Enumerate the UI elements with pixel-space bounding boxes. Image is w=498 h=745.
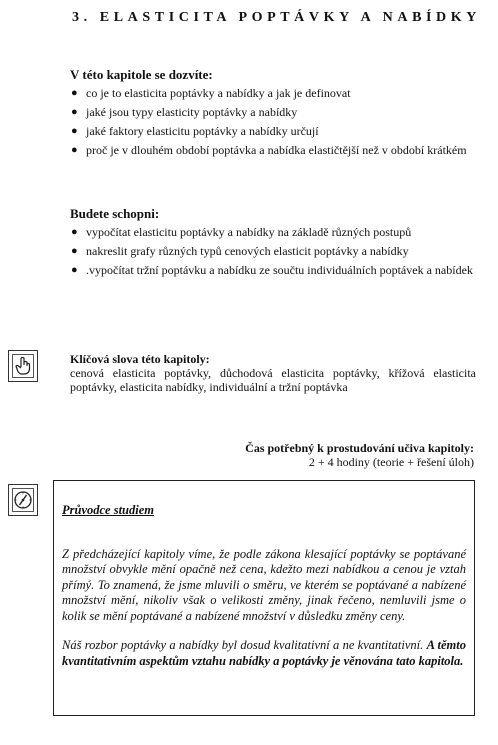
list-item: ● nakreslit grafy různých typů cenových elasticit poptávky a nabídky: [71, 244, 409, 258]
learn-heading: V této kapitole se dozvíte:: [70, 67, 213, 82]
list-item: ● vypočítat elasticitu poptávky a nabídky na základě různých postupů: [71, 225, 412, 239]
pointing-hand-icon: [8, 350, 38, 382]
bullet-icon: ●: [71, 226, 78, 238]
keywords-label: Klíčová slova této kapitoly:: [70, 352, 210, 366]
study-guide-box: [53, 480, 475, 716]
list-item: ● proč je v dlouhém období poptávka a nabídka elastičtější než v období krátkém: [71, 143, 467, 157]
study-guide-title: Průvodce studiem: [62, 503, 155, 517]
study-guide-paragraph: Z předcházející kapitoly víme, že podle zákona klesající poptávky se poptávané množství obvykle mění opačně než cena, kdežto mezi nabídkou a cenou je vztah přímý. To znamená, že jsme mluvili o směru, ve kterém se poptávané a nabízené množství mění, nikoliv však o velikosti změny, jinak řečeno, nemluvili jsme o kolik se mění poptávané a nabízené množství v důsledku změny ceny.: [62, 546, 466, 623]
list-item: ● jaké jsou typy elasticity poptávky a nabídky: [71, 105, 298, 119]
bullet-icon: ●: [71, 106, 78, 118]
study-guide-paragraph: Náš rozbor poptávky a nabídky byl dosud kvalitativní a ne kvantitativní. A těmto kvantitativním aspektům vztahu nabídky a poptávky je věnována tato kapitola.: [62, 638, 466, 668]
bullet-icon: ●: [71, 125, 78, 137]
chapter-title: 3. ELASTICITA POPTÁVKY A NABÍDKY: [72, 10, 481, 25]
list-item: ● .vypočítat tržní poptávku a nabídku ze součtu individuálních poptávek a nabídek: [71, 263, 473, 277]
bullet-icon: ●: [71, 144, 78, 156]
bullet-icon: ●: [71, 87, 78, 99]
abilities-list: [70, 225, 476, 282]
abilities-heading: Budete schopni:: [70, 206, 160, 221]
keywords-text: cenová elasticita poptávky, důchodová elasticita poptávky, křížová elasticita poptávky, elasticita nabídky, individuální a tržní poptávka: [70, 366, 476, 394]
study-time-label: Čas potřebný k prostudování učiva kapitoly:: [245, 441, 474, 455]
compass-icon: [8, 484, 38, 516]
bullet-icon: ●: [71, 264, 78, 276]
bullet-icon: ●: [71, 245, 78, 257]
list-item: ● co je to elasticita poptávky a nabídky a jak je definovat: [71, 86, 351, 100]
list-item: ● jaké faktory elasticitu poptávky a nabídky určují: [71, 124, 319, 138]
learn-list: [70, 86, 476, 162]
study-time-value: 2 + 4 hodiny (teorie + řešení úloh): [308, 455, 474, 469]
